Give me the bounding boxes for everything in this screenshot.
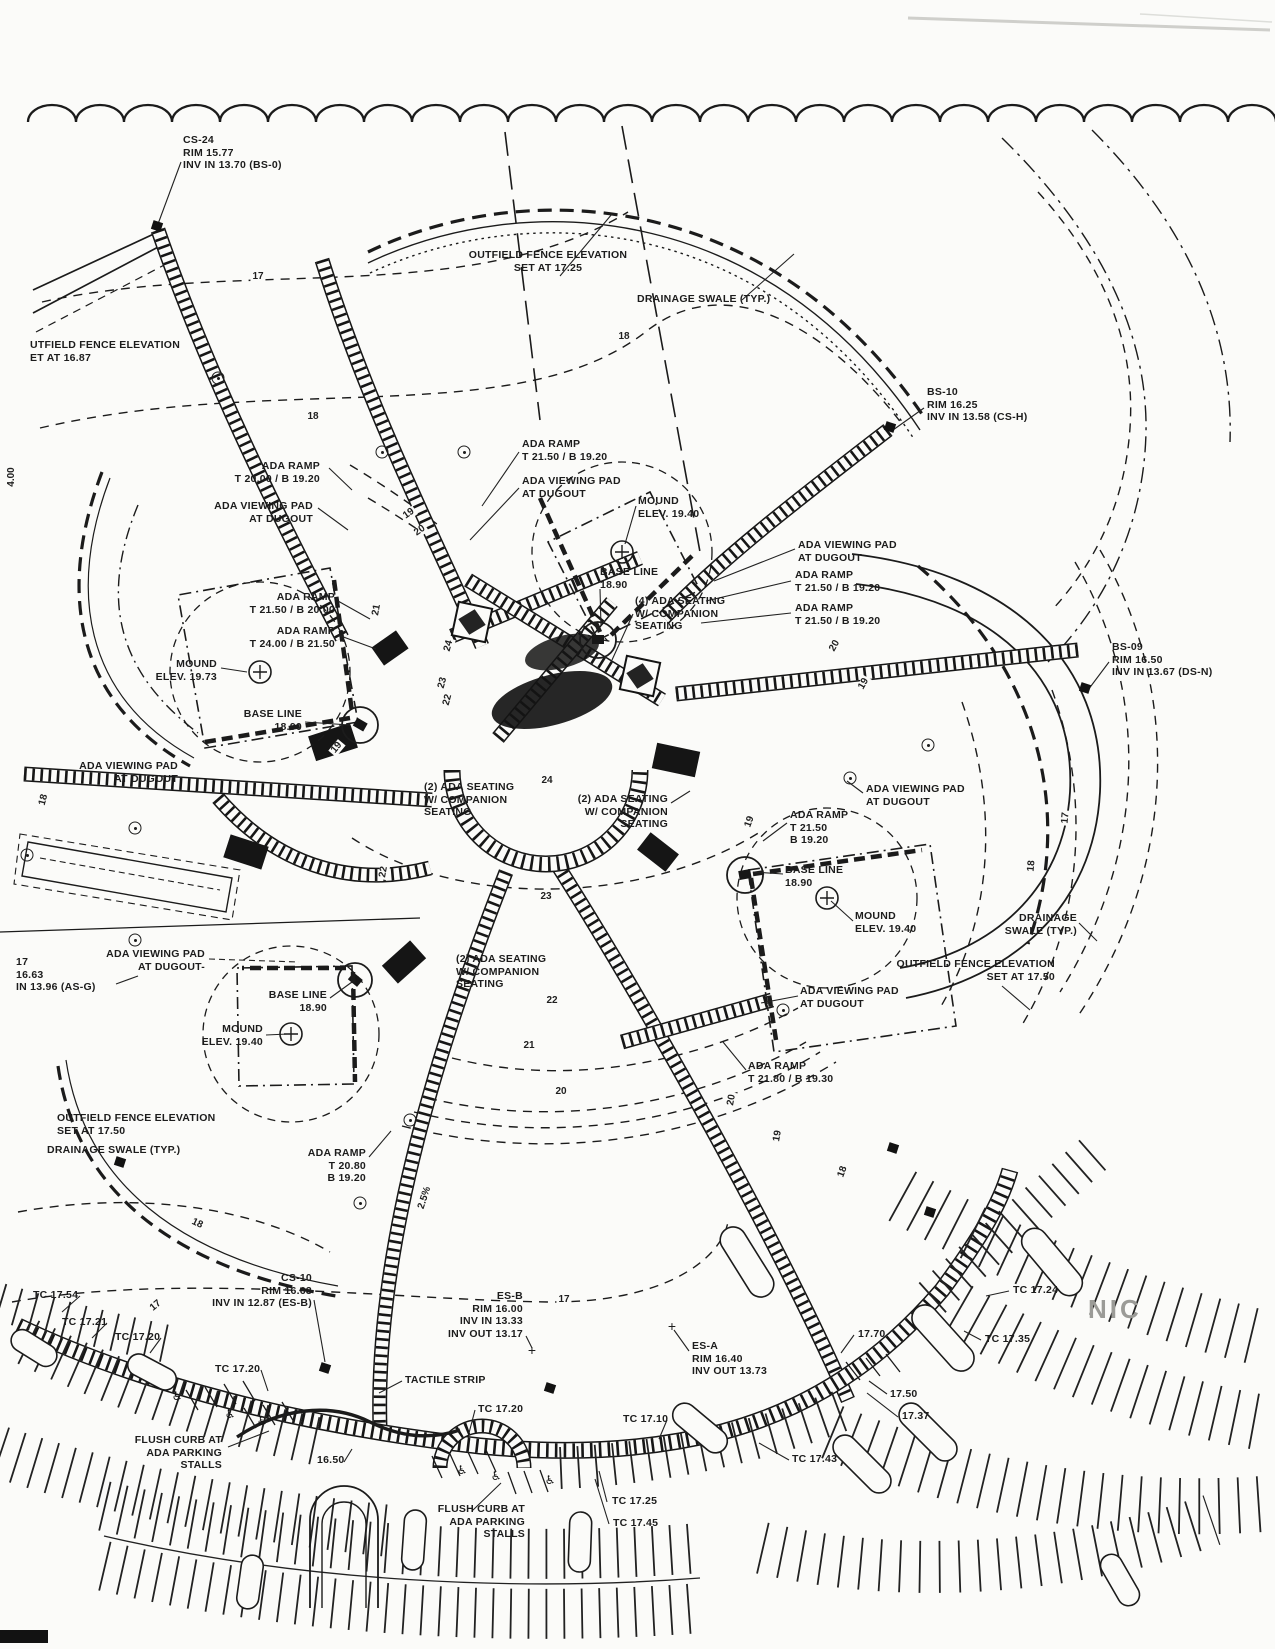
ada-wheelchair-icon: ♿ — [171, 1389, 183, 1403]
callout-line: BS-09 — [1112, 641, 1144, 653]
callout-ada-ramp-sw — [308, 1147, 366, 1185]
callout-line: T 24.00 / B 21.50 — [249, 637, 335, 650]
callout-tc-17-20a — [115, 1331, 160, 1344]
callout-line: SET AT 17.50 — [986, 970, 1055, 983]
storm-inlet-icon — [376, 446, 389, 459]
callout-line: (2) ADA SEATING — [424, 781, 515, 793]
contour-label: 4.00 — [6, 467, 17, 487]
callout-line: SEATING — [635, 620, 683, 633]
storm-inlet-icon — [458, 446, 471, 459]
callout-ada-pad-nw — [214, 500, 313, 525]
callout-line: ADA RAMP — [307, 1147, 366, 1159]
callout-line: TC 17.43 — [792, 1453, 838, 1465]
contour-label: 18 — [189, 1216, 205, 1231]
callout-line: TC 17.20 — [215, 1363, 261, 1375]
ada-wheelchair-icon: ♿ — [544, 1473, 556, 1487]
callout-line: (4) ADA SEATING — [635, 595, 726, 607]
contour-label: 19 — [401, 505, 417, 522]
callout-line: RIM 16.25 — [927, 398, 978, 411]
callout-ada-ramp-nw — [235, 460, 320, 485]
callout-line: MOUND — [638, 495, 679, 507]
callout-line: T 21.80 / B 19.30 — [748, 1072, 834, 1085]
callout-line: RIM 15.77 — [183, 146, 234, 159]
callout-tc-17-35 — [985, 1333, 1030, 1346]
contour-label: 23 — [435, 676, 450, 690]
contour-label: 17 — [1059, 811, 1072, 824]
callout-line: AT DUGOUT — [114, 772, 178, 785]
callout-line: TC 17.45 — [613, 1517, 659, 1529]
callout-mound-right — [855, 910, 916, 935]
callout-line: ADA VIEWING PAD — [106, 948, 205, 960]
callout-line: INV OUT 13.17 — [447, 1327, 523, 1340]
contour-label: 21 — [523, 1040, 535, 1051]
callout-line: DRAINAGE SWALE (TYP.) — [637, 293, 771, 305]
callout-drainage-swale-right — [1005, 912, 1077, 937]
callout-line: BASE LINE — [268, 989, 327, 1001]
callout-cs24 — [183, 134, 282, 172]
callout-line: CS-10 — [280, 1272, 312, 1284]
callout-line: ADA PARKING — [449, 1515, 525, 1528]
callout-bs09 — [1112, 641, 1212, 679]
callout-line: STALLS — [180, 1459, 222, 1472]
callout-line: T 21.50 / B 19.20 — [795, 581, 881, 594]
contour-label: 19 — [771, 1129, 784, 1143]
callout-line: INV IN 12.87 (ES-B) — [212, 1297, 312, 1310]
callout-line: ADA RAMP — [795, 602, 854, 614]
callout-mound-left — [156, 658, 217, 683]
callout-line: TC 17.21 — [62, 1316, 108, 1328]
callout-mound-top — [638, 495, 699, 520]
callout-ada-ramp-ne2 — [795, 602, 880, 627]
callout-line: ADA RAMP — [795, 569, 854, 581]
callout-line: MOUND — [176, 658, 217, 670]
callout-nic — [1088, 1294, 1142, 1325]
callout-ada-pad-e — [866, 783, 965, 808]
callout-seating-2-left — [424, 781, 514, 819]
drainage-structure-icon — [1079, 682, 1091, 694]
callout-line: SEATING — [456, 978, 504, 991]
ada-wheelchair-icon: ♿ — [490, 1469, 502, 1483]
callout-tc-17-25 — [612, 1495, 657, 1508]
callout-line: ADA PARKING — [146, 1446, 222, 1459]
callout-line: T 21.50 / B 20.00 — [249, 603, 335, 616]
callout-baseline-right — [785, 864, 843, 889]
drainage-structure-icon — [151, 220, 163, 232]
callout-line: SET AT 17.50 — [57, 1124, 126, 1137]
contour-label: 22 — [546, 995, 558, 1006]
storm-inlet-icon — [354, 1197, 367, 1210]
callout-seating-2-bottom — [456, 953, 546, 991]
callout-line: W/ COMPANION — [424, 793, 508, 806]
callout-line: OUTFIELD FENCE ELEVATION — [896, 958, 1055, 970]
callout-line: RIM 16.63 — [261, 1284, 312, 1297]
callout-sp-17-37 — [902, 1410, 930, 1423]
callout-outfield-fence-right — [897, 958, 1055, 983]
callout-line: AT DUGOUT — [798, 551, 862, 564]
callout-esa — [692, 1340, 767, 1378]
callout-seating-2-right — [578, 793, 668, 831]
callout-line: AT DUGOUT- — [137, 960, 205, 973]
callout-line: NIC — [1088, 1294, 1142, 1324]
callout-line: INV IN 13.58 (CS-H) — [927, 411, 1028, 424]
callout-as-g — [16, 956, 96, 994]
callout-line: INV IN 13.70 (BS-0) — [183, 159, 282, 172]
ada-wheelchair-icon: ♿ — [456, 1463, 468, 1477]
contour-label: 17 — [147, 1297, 164, 1314]
callout-line: UTFIELD FENCE ELEVATION — [30, 339, 181, 351]
callout-ada-ramp-se — [748, 1060, 833, 1085]
callout-line: SWALE (TYP.) — [1004, 924, 1077, 937]
storm-inlet-icon — [844, 772, 857, 785]
callout-mound-bl — [202, 1023, 263, 1048]
callout-line: W/ COMPANION — [584, 805, 668, 818]
callout-line: 17.50 — [890, 1388, 918, 1400]
storm-inlet-icon — [129, 934, 142, 947]
callout-line: 18.90 — [785, 876, 813, 889]
callout-line: B 19.20 — [327, 1172, 366, 1185]
callout-flush-curb-2 — [438, 1503, 525, 1541]
callout-line: ADA RAMP — [522, 438, 581, 450]
callout-line: T 20.00 / B 19.20 — [234, 472, 320, 485]
callout-line: ES-A — [692, 1340, 719, 1352]
callout-line: SET AT 17.25 — [513, 261, 583, 274]
drainage-structure-icon — [924, 1206, 936, 1218]
callout-baseline-bl — [269, 989, 327, 1014]
callout-line: SEATING — [620, 818, 668, 831]
contour-label: 22 — [440, 693, 455, 707]
callout-line: ADA VIEWING PAD — [798, 539, 897, 551]
callout-line: BASE LINE — [600, 566, 659, 578]
callout-line: ELEV. 19.40 — [855, 922, 917, 935]
callout-line: TC 17.24 — [1013, 1284, 1059, 1296]
callout-line: FLUSH CURB AT — [437, 1503, 525, 1515]
callout-line: ADA RAMP — [276, 591, 335, 603]
contour-label: 2.5% — [415, 1185, 434, 1211]
callout-line: B 19.20 — [790, 834, 829, 847]
storm-inlet-icon — [212, 372, 225, 385]
contour-label: 21 — [370, 603, 383, 617]
callout-line: ADA RAMP — [261, 460, 320, 472]
callout-line: T 21.50 / B 19.20 — [522, 450, 608, 463]
callout-sp-17-70 — [858, 1328, 886, 1341]
callout-line: 18.90 — [600, 578, 628, 591]
callout-line: AT DUGOUT — [522, 487, 586, 500]
callout-bs10 — [927, 386, 1027, 424]
callout-line: TC 17.20 — [478, 1403, 524, 1415]
storm-inlet-icon — [404, 1114, 417, 1127]
callout-ada-pad-ne — [798, 539, 897, 564]
callout-line: 17.70 — [858, 1328, 886, 1340]
contour-label: 20 — [412, 522, 428, 539]
contour-label: 18 — [618, 331, 630, 342]
callout-line: OUTFIELD FENCE ELEVATION — [468, 249, 628, 261]
callout-line: OUTFIELD FENCE ELEVATION — [57, 1112, 216, 1124]
storm-inlet-icon — [21, 849, 34, 862]
callout-line: SEATING — [424, 806, 472, 819]
drainage-structure-icon — [319, 1362, 331, 1374]
callout-line: ADA RAMP — [276, 625, 335, 637]
callout-line: AT DUGOUT — [800, 997, 864, 1010]
callout-line: FLUSH CURB AT — [134, 1434, 222, 1446]
ada-wheelchair-icon: ♿ — [224, 1407, 236, 1421]
contour-label: 22 — [377, 865, 390, 879]
contour-label: 20 — [555, 1086, 567, 1097]
callout-ada-ramp-n — [522, 438, 607, 463]
contour-label: 19 — [856, 676, 872, 692]
callout-line: TC 17.10 — [623, 1413, 669, 1425]
callout-outfield-fence-bl — [57, 1112, 215, 1137]
callout-line: ADA VIEWING PAD — [214, 500, 313, 512]
callout-ada-pad-se — [800, 985, 899, 1010]
callout-line: INV IN 13.67 (DS-N) — [1112, 666, 1213, 679]
storm-inlet-icon — [129, 822, 142, 835]
callout-line: IN 13.96 (AS-G) — [16, 981, 96, 994]
callout-ada-ramp-ne1 — [795, 569, 880, 594]
callout-line: 17.37 — [902, 1410, 930, 1422]
callout-line: RIM 16.00 — [472, 1302, 523, 1315]
callout-drainage-swale-top — [637, 293, 770, 306]
callout-ada-ramp-w2 — [250, 625, 335, 650]
callout-line: TC 17.25 — [612, 1495, 658, 1507]
callout-tactile-strip — [405, 1374, 486, 1387]
callout-esb — [448, 1290, 523, 1340]
contour-label: 17 — [558, 1294, 570, 1305]
drainage-structure-icon — [884, 421, 896, 433]
callout-sp-17-50 — [890, 1388, 918, 1401]
callout-drainage-swale-bl — [47, 1144, 180, 1157]
callout-baseline-top — [600, 566, 658, 591]
callout-line: ELEV. 19.73 — [155, 670, 217, 683]
callout-line: BASE LINE — [785, 864, 844, 876]
callout-line: ELEV. 19.40 — [201, 1035, 263, 1048]
contour-label: 19 — [328, 739, 345, 756]
callout-ada-ramp-e — [790, 809, 848, 847]
callout-line: W/ COMPANION — [456, 965, 540, 978]
callout-line: MOUND — [855, 910, 896, 922]
contour-label: 20 — [827, 638, 843, 654]
benchmark-cross-icon: + — [527, 1342, 537, 1358]
callout-line: 16.50 — [317, 1454, 345, 1466]
callout-tc-17-54 — [33, 1289, 78, 1302]
contour-label: 19 — [742, 814, 757, 829]
callout-tc-17-43 — [792, 1453, 837, 1466]
callout-tc-17-24 — [1013, 1284, 1058, 1297]
callout-line: 16.63 — [16, 968, 44, 981]
callout-outfield-fence-left-edge — [30, 339, 180, 364]
callout-cs10 — [212, 1272, 312, 1310]
benchmark-cross-icon: + — [667, 1318, 677, 1334]
callout-line: DRAINAGE SWALE (TYP.) — [47, 1144, 181, 1156]
callout-line: ADA VIEWING PAD — [79, 760, 178, 772]
callout-line: T 21.50 / B 19.20 — [795, 614, 881, 627]
callout-tc-17-20c — [478, 1403, 523, 1416]
contour-label: 24 — [541, 775, 553, 786]
drainage-structure-icon — [544, 1382, 556, 1394]
callout-line: BASE LINE — [243, 708, 302, 720]
callout-line: CS-24 — [183, 134, 215, 146]
callout-tc-17-20b — [215, 1363, 260, 1376]
callout-tc-17-21 — [62, 1316, 107, 1329]
callout-line: ADA VIEWING PAD — [522, 475, 621, 487]
callout-ada-pad-n — [522, 475, 621, 500]
callout-line: DRAINAGE — [1018, 912, 1077, 924]
drainage-structure-icon — [887, 1142, 899, 1154]
callout-line: STALLS — [483, 1528, 525, 1541]
contour-label: 24 — [441, 639, 456, 653]
callout-line: RIM 16.40 — [692, 1352, 743, 1365]
callout-line: ELEV. 19.40 — [638, 507, 700, 520]
callout-line: 18.90 — [299, 1001, 327, 1014]
contour-label: 20 — [725, 1093, 738, 1107]
callout-line: RIM 16.50 — [1112, 653, 1163, 666]
callout-outfield-fence-top — [469, 249, 627, 274]
callout-line: BS-10 — [927, 386, 959, 398]
callout-line: TC 17.20 — [115, 1331, 161, 1343]
callout-line: ADA RAMP — [790, 809, 849, 821]
callout-tc-17-10 — [623, 1413, 668, 1426]
callout-line: MOUND — [222, 1023, 263, 1035]
contour-label: 18 — [835, 1164, 850, 1179]
contour-label: 18 — [307, 411, 319, 422]
callout-line: ET AT 16.87 — [30, 351, 92, 364]
storm-inlet-icon — [777, 1004, 790, 1017]
callout-flush-curb-1 — [135, 1434, 222, 1472]
callout-sp-16-50 — [317, 1454, 345, 1467]
callout-line: T 20.80 — [328, 1159, 366, 1172]
callout-ada-ramp-w1 — [250, 591, 335, 616]
contour-label: 17 — [252, 271, 264, 282]
callout-line: ADA RAMP — [748, 1060, 807, 1072]
callout-line: AT DUGOUT — [249, 512, 313, 525]
callout-line: INV IN 13.33 — [459, 1315, 523, 1328]
callout-line: TACTILE STRIP — [405, 1374, 486, 1386]
contour-label: 23 — [540, 891, 552, 902]
callout-line: W/ COMPANION — [635, 607, 719, 620]
contour-label: 18 — [1025, 859, 1038, 872]
callout-line: T 21.50 — [790, 821, 828, 834]
storm-inlet-icon — [922, 739, 935, 752]
callout-seating-4 — [635, 595, 725, 633]
callout-ada-pad-wl2 — [106, 948, 205, 973]
callout-line: ES-B — [496, 1290, 523, 1302]
callout-line: ADA VIEWING PAD — [800, 985, 899, 997]
callout-line: 17 — [16, 956, 29, 968]
drainage-structure-icon — [114, 1156, 126, 1168]
callout-line: ADA VIEWING PAD — [866, 783, 965, 795]
callout-line: TC 17.54 — [33, 1289, 79, 1301]
contour-label: 18 — [36, 793, 51, 807]
callout-line: (2) ADA SEATING — [577, 793, 668, 805]
callout-line: 18.90 — [274, 720, 302, 733]
callout-line: INV OUT 13.73 — [692, 1365, 768, 1378]
callout-line: TC 17.35 — [985, 1333, 1031, 1345]
callout-line: AT DUGOUT — [866, 795, 930, 808]
callout-tc-17-45 — [613, 1517, 658, 1530]
ada-wheelchair-icon: ♿ — [256, 1414, 268, 1428]
callout-ada-pad-wl — [79, 760, 178, 785]
callout-line: (2) ADA SEATING — [456, 953, 547, 965]
callout-baseline-left — [244, 708, 302, 733]
